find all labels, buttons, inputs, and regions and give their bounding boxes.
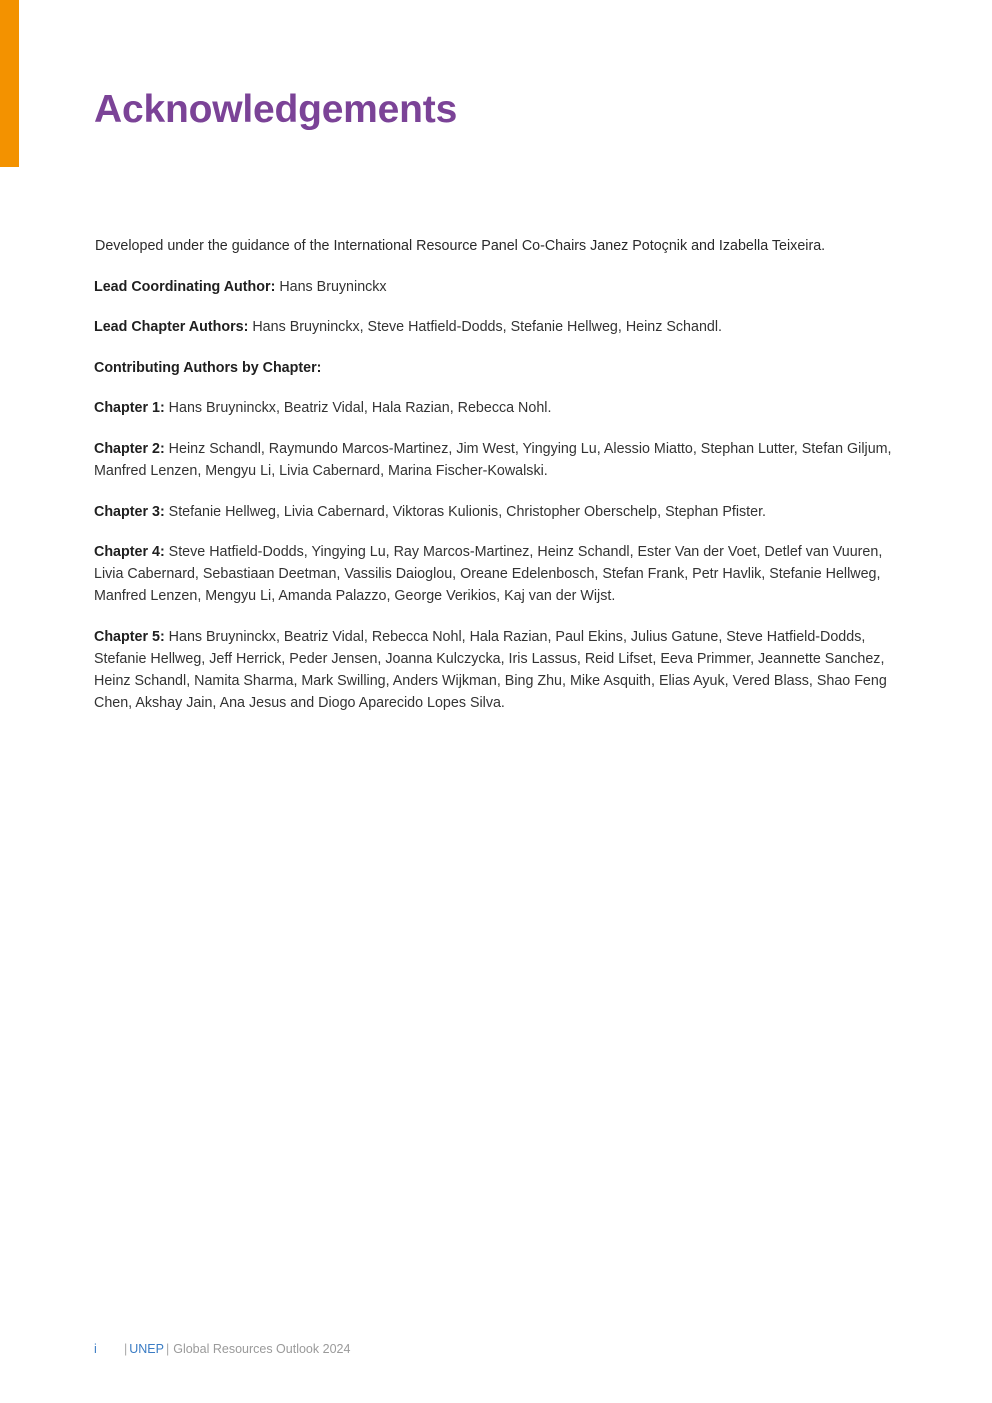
lead-coordinating-label: Lead Coordinating Author: <box>94 278 276 295</box>
page-number: i <box>94 1342 97 1356</box>
footer-separator: | <box>124 1342 128 1356</box>
lead-chapter-authors <box>94 316 900 338</box>
lead-chapter-label: Lead Chapter Authors: <box>94 319 249 336</box>
contributing-heading-label: Contributing Authors by Chapter: <box>94 359 322 376</box>
footer-org: UNEP <box>129 1342 164 1356</box>
acknowledgements-body <box>94 235 900 732</box>
chapter-label: Chapter 2: <box>94 440 165 457</box>
lead-coordinating-names: Hans Bruyninckx <box>275 278 387 295</box>
page-title: Acknowledgements <box>94 88 458 131</box>
chapter-names: Stefanie Hellweg, Livia Cabernard, Viktoras Kulionis, Christopher Oberschelp, Stephan Pfister. <box>164 503 767 520</box>
chapter-1-authors <box>94 397 900 419</box>
chapter-names: Hans Bruyninckx, Beatriz Vidal, Hala Razian, Rebecca Nohl. <box>164 400 552 417</box>
footer-separator: | <box>165 1342 170 1356</box>
page-footer <box>94 1341 350 1357</box>
chapter-names: Hans Bruyninckx, Beatriz Vidal, Rebecca Nohl, Hala Razian, Paul Ekins, Julius Gatune, Steve Hatfield-Dodds, Stefanie Hellweg, Jeff Herrick, Peder Jensen, Joanna Kulczycka, Iris Lassus, Reid Lifset, Eeva Primmer, Jeannette Sanchez, Heinz Schandl, Namita Sharma, Mark Swilling, Anders Wijkman, Bing Zhu, Mike Asquith, Elias Ayuk, Vered Blass, Shao Feng Chen, Akshay Jain, Ana Jesus and Diogo Aparecido Lopes Silva. <box>94 628 887 711</box>
chapter-2-authors <box>94 438 900 482</box>
chapter-5-authors <box>94 626 900 714</box>
chapter-label: Chapter 5: <box>94 628 165 645</box>
accent-bar <box>0 0 19 167</box>
chapter-3-authors <box>94 501 900 523</box>
contributing-heading <box>94 357 900 379</box>
chapter-names: Steve Hatfield-Dodds, Yingying Lu, Ray Marcos-Martinez, Heinz Schandl, Ester Van der Voet, Detlef van Vuuren, Livia Cabernard, Sebastiaan Deetman, Vassilis Daioglou, Oreane Edelenbosch, Stefan Frank, Petr Havlik, Stefanie Hellweg, Manfred Lenzen, Mengyu Li, Amanda Palazzo, George Verikios, Kaj van der Wijst. <box>94 544 883 605</box>
lead-chapter-names: Hans Bruyninckx, Steve Hatfield-Dodds, Stefanie Hellweg, Heinz Schandl. <box>248 319 722 336</box>
lead-coordinating-author <box>94 276 900 298</box>
chapter-label: Chapter 3: <box>94 503 165 520</box>
chapter-label: Chapter 4: <box>94 544 165 561</box>
footer-report-title: Global Resources Outlook 2024 <box>173 1342 351 1356</box>
chapter-names: Heinz Schandl, Raymundo Marcos-Martinez, Jim West, Yingying Lu, Alessio Miatto, Stephan Lutter, Stefan Giljum, Manfred Lenzen, Mengyu Li, Livia Cabernard, Marina Fischer-Kowalski. <box>94 440 892 479</box>
intro-paragraph: Developed under the guidance of the International Resource Panel Co-Chairs Janez Potoçnik and Izabella Teixeira. <box>95 238 826 254</box>
chapter-4-authors <box>94 541 900 607</box>
chapter-label: Chapter 1: <box>94 400 165 417</box>
